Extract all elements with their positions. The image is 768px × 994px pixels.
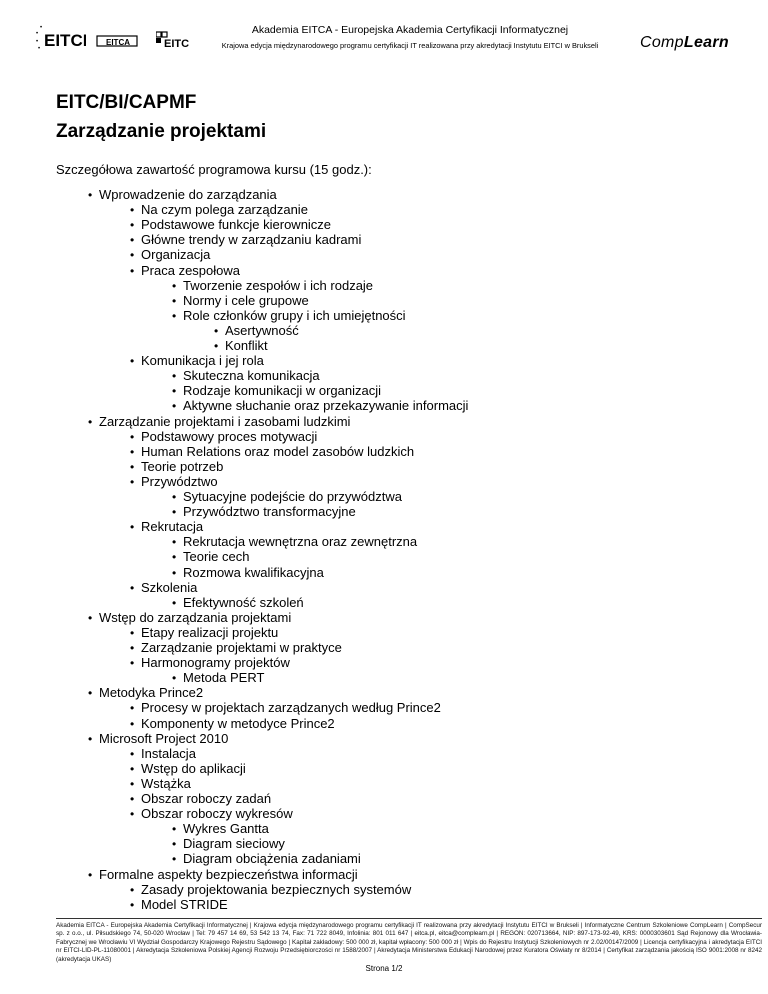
outline-item: [130, 700, 441, 716]
outline-item-text: Metodyka Prince2: [99, 685, 204, 701]
outline-item-text: Wstęp do zarządzania projektami: [99, 609, 292, 625]
svg-text:•: •: [36, 39, 39, 45]
course-title: Zarządzanie projektami: [56, 121, 267, 142]
bullet-icon: •: [88, 867, 93, 882]
bullet-icon: •: [130, 625, 135, 640]
outline-item-text: Rekrutacja wewnętrzna oraz zewnętrzna: [183, 534, 418, 550]
svg-text:•: •: [38, 46, 41, 52]
outline-item: [172, 278, 373, 294]
outline-item-text: Zarządzanie projektami w praktyce: [141, 640, 342, 655]
outline-item: [172, 821, 269, 837]
bullet-icon: •: [88, 731, 93, 746]
bullet-icon: •: [130, 792, 135, 806]
outline-item-text: Wykres Gantta: [183, 821, 269, 837]
outline-item-text: Zarządzanie projektami i zasobami ludzkimi: [99, 413, 351, 429]
eitc-logo: [156, 30, 196, 55]
outline-item-text: Model STRIDE: [141, 896, 228, 912]
outline-item-text: Human Relations oraz model zasobów ludzkich: [141, 443, 415, 459]
outline-item-text: Efektywność szkoleń: [183, 594, 304, 610]
outline-item: [130, 459, 223, 475]
footer-divider: [56, 918, 762, 919]
bullet-icon: •: [130, 459, 135, 474]
bullet-icon: •: [130, 641, 135, 655]
outline-item-text: Etapy realizacji projektu: [141, 624, 279, 640]
outline-item-text: Tworzenie zespołów i ich rodzaje: [183, 277, 374, 293]
outline-item: [130, 232, 361, 248]
outline-item: [88, 731, 228, 747]
outline-item-text: Procesy w projektach zarządzanych według Prince2: [141, 700, 441, 716]
page-number: Strona 1/2: [365, 964, 403, 973]
footer-text: Akademia EITCA - Europejska Akademia Certyfikacji Informatycznej | Krajowa edycja międzynarodowego programu certyfikacji IT realizowana przy akredytacji Instytutu EITCI w Brukseli | Informatyczne Centrum Szkoleniowe CompLearn | CompSecur sp. z o.o., ul. Piłsudskiego 74, 50-020 Wrocław | Tel: 79 457 14 69, 53 542 13 74, Fax: 71 722 8049, Infolinia: 801 011 647 | eitca.pl, eitca@complearn.pl | REGON: 020713664, NIP: 897-173-92-49, KRS: 0000303601 Sąd Rejonowy dla Wrocławia-Fabrycznej we Wrocławiu VI Wydział Gospodarczy Krajowego Rejestru Sądowego | Kapitał zakładowy: 500 000 zł, kapitał wpłacony: 500 000 zł | Wpis do Rejestru Instytucji Szkoleniowych nr 2.02/00147/2009 | Licencja certyfikacyjna i akredytacja EITCI nr EITCI-LID-PL-11080001 | Akredytacja Szkoleniowa Polskiej Agencji Rozwoju Przedsiębiorczości nr 1588/2007 | Akredytacja Ministerstwa Edukacji Narodowej przez Kuratora Oświaty nr 8/2014 | Certyfikat zarządzania jakością ISO 9001:2008 nr 8242 (akredytacja UKAS): [56, 922, 762, 963]
bullet-icon: •: [88, 188, 93, 202]
outline-item-text: Praca zespołowa: [141, 262, 240, 278]
bullet-icon: •: [130, 897, 135, 912]
bullet-icon: •: [172, 550, 177, 565]
outline-item-text: Rodzaje komunikacji w organizacji: [183, 383, 381, 399]
bullet-icon: •: [130, 203, 135, 218]
bullet-icon: •: [172, 505, 177, 520]
bullet-icon: •: [214, 323, 219, 338]
bullet-icon: •: [130, 444, 135, 459]
bullet-icon: •: [172, 399, 177, 414]
outline-item: [130, 217, 331, 233]
outline-item: [130, 474, 218, 490]
outline-item: [214, 338, 268, 354]
outline-item: [130, 655, 290, 671]
bullet-icon: •: [130, 716, 135, 731]
outline-item-text: Normy i cele grupowe: [183, 292, 309, 308]
outline-item-text: Wprowadzenie do zarządzania: [99, 187, 277, 202]
eitci-logo: [36, 25, 86, 58]
outline-item-text: Instalacja: [141, 745, 196, 761]
course-intro: Szczegółowa zawartość programowa kursu (15 godz.):: [56, 162, 372, 177]
outline-item: [88, 414, 350, 430]
bullet-icon: •: [130, 248, 135, 263]
outline-item-text: Asertywność: [225, 322, 299, 338]
bullet-icon: •: [172, 852, 177, 867]
outline-item-text: Komunikacja i jej rola: [141, 353, 264, 369]
outline-item: [130, 519, 203, 535]
bullet-icon: •: [88, 610, 93, 625]
bullet-icon: •: [130, 701, 135, 716]
outline-item: [172, 534, 417, 550]
bullet-icon: •: [172, 671, 177, 686]
outline-item: [130, 716, 335, 732]
outline-item: [172, 565, 324, 581]
bullet-icon: •: [130, 580, 135, 595]
outline-item: [172, 670, 264, 686]
outline-item-text: Teorie potrzeb: [141, 458, 224, 474]
bullet-icon: •: [130, 218, 135, 233]
outline-item: [130, 625, 278, 641]
outline-item: [172, 308, 406, 324]
outline-item: [88, 187, 277, 203]
outline-item-text: Konflikt: [225, 338, 268, 353]
outline-item: [172, 368, 320, 384]
eitca-logo: [96, 30, 144, 55]
bullet-icon: •: [172, 837, 177, 852]
outline-item: [172, 489, 402, 505]
outline-item-text: Szkolenia: [141, 579, 198, 595]
outline-item-text: Wstążka: [141, 775, 191, 791]
bullet-icon: •: [172, 278, 177, 293]
header-subtitle: Krajowa edycja międzynarodowego programu certyfikacji IT realizowana przy akredytacji Instytutu EITCI w Brukseli: [221, 41, 599, 50]
outline-item: [172, 293, 309, 309]
outline-item: [130, 761, 246, 777]
outline-item: [130, 776, 191, 792]
outline-item-text: Formalne aspekty bezpieczeństwa informacji: [99, 866, 358, 882]
outline-item: [172, 595, 304, 611]
complearn-logo: CompLearn: [640, 34, 729, 51]
outline-item: [130, 202, 308, 218]
outline-item-text: Przywództwo: [141, 473, 218, 489]
outline-item: [88, 610, 291, 626]
outline-item-text: Obszar roboczy zadań: [141, 791, 272, 806]
bullet-icon: •: [88, 414, 93, 429]
outline-item-text: Rekrutacja: [141, 519, 204, 535]
outline-item-text: Organizacja: [141, 247, 211, 263]
bullet-icon: •: [130, 761, 135, 776]
bullet-icon: •: [130, 746, 135, 761]
outline-item-text: Sytuacyjne podejście do przywództwa: [183, 489, 402, 504]
eitc-logo-text: EITC: [164, 38, 190, 50]
eitci-logo-text: EITCI: [44, 31, 86, 50]
outline-item-text: Zasady projektowania bezpiecznych systemów: [141, 881, 412, 897]
outline-item: [130, 263, 240, 279]
outline-item: [130, 353, 264, 369]
outline-item: [172, 549, 249, 565]
course-code: EITC/BI/CAPMF: [56, 92, 197, 113]
outline-item-text: Obszar roboczy wykresów: [141, 806, 293, 822]
bullet-icon: •: [172, 369, 177, 384]
outline-item: [130, 897, 228, 913]
outline-item: [130, 806, 293, 822]
outline-item-text: Rozmowa kwalifikacyjna: [183, 564, 324, 580]
outline-item: [172, 398, 468, 414]
outline-item-text: Harmonogramy projektów: [141, 655, 290, 671]
outline-item-text: Wstęp do aplikacji: [141, 760, 246, 776]
svg-text:•: •: [40, 25, 43, 31]
outline-item-text: Aktywne słuchanie oraz przekazywanie informacji: [183, 398, 469, 414]
outline-item: [214, 323, 299, 339]
outline-item-text: Podstawowe funkcje kierownicze: [141, 217, 332, 233]
header-title: Akademia EITCA - Europejska Akademia Certyfikacji Informatycznej: [251, 24, 569, 36]
outline-item: [172, 383, 381, 399]
outline-item-text: Metoda PERT: [183, 670, 265, 686]
page-header: [0, 0, 768, 70]
bullet-icon: •: [130, 776, 135, 791]
bullet-icon: •: [130, 474, 135, 489]
bullet-icon: •: [130, 429, 135, 444]
bullet-icon: •: [214, 339, 219, 353]
bullet-icon: •: [88, 686, 93, 701]
outline-item-text: Teorie cech: [183, 549, 250, 565]
outline-item-text: Na czym polega zarządzanie: [141, 202, 308, 218]
bullet-icon: •: [130, 656, 135, 671]
outline-item-text: Role członków grupy i ich umiejętności: [183, 307, 406, 323]
outline-item: [130, 429, 317, 445]
bullet-icon: •: [172, 308, 177, 323]
bullet-icon: •: [130, 354, 135, 369]
bullet-icon: •: [172, 595, 177, 610]
outline-item: [130, 640, 342, 656]
bullet-icon: •: [172, 293, 177, 308]
bullet-icon: •: [172, 535, 177, 550]
outline-item: [130, 791, 271, 807]
outline-item-text: Diagram obciążenia zadaniami: [183, 851, 361, 867]
bullet-icon: •: [172, 565, 177, 580]
outline-item: [172, 851, 361, 867]
outline-item: [130, 746, 196, 762]
bullet-icon: •: [172, 822, 177, 837]
outline-item: [130, 882, 411, 898]
outline-item: [130, 444, 414, 460]
bullet-icon: •: [130, 233, 135, 248]
outline-item-text: Przywództwo transformacyjne: [183, 504, 356, 520]
outline-item: [130, 247, 210, 263]
outline-item: [130, 580, 197, 596]
outline-item-text: Komponenty w metodyce Prince2: [141, 715, 335, 731]
outline-item: [172, 504, 356, 520]
outline-item: [88, 685, 203, 701]
svg-text:•: •: [36, 31, 39, 37]
bullet-icon: •: [172, 490, 177, 504]
outline-item-text: Skuteczna komunikacja: [183, 368, 320, 384]
outline-item-text: Diagram sieciowy: [183, 836, 285, 852]
outline-item-text: Podstawowy proces motywacji: [141, 428, 318, 444]
outline-item-text: Microsoft Project 2010: [99, 730, 229, 746]
bullet-icon: •: [130, 807, 135, 822]
bullet-icon: •: [130, 882, 135, 897]
bullet-icon: •: [130, 520, 135, 535]
eitca-logo-text: EITCA: [106, 38, 130, 47]
outline-item: [88, 867, 358, 883]
bullet-icon: •: [130, 263, 135, 278]
outline-item-text: Główne trendy w zarządzaniu kadrami: [141, 232, 362, 248]
bullet-icon: •: [172, 384, 177, 399]
outline-item: [172, 836, 285, 852]
